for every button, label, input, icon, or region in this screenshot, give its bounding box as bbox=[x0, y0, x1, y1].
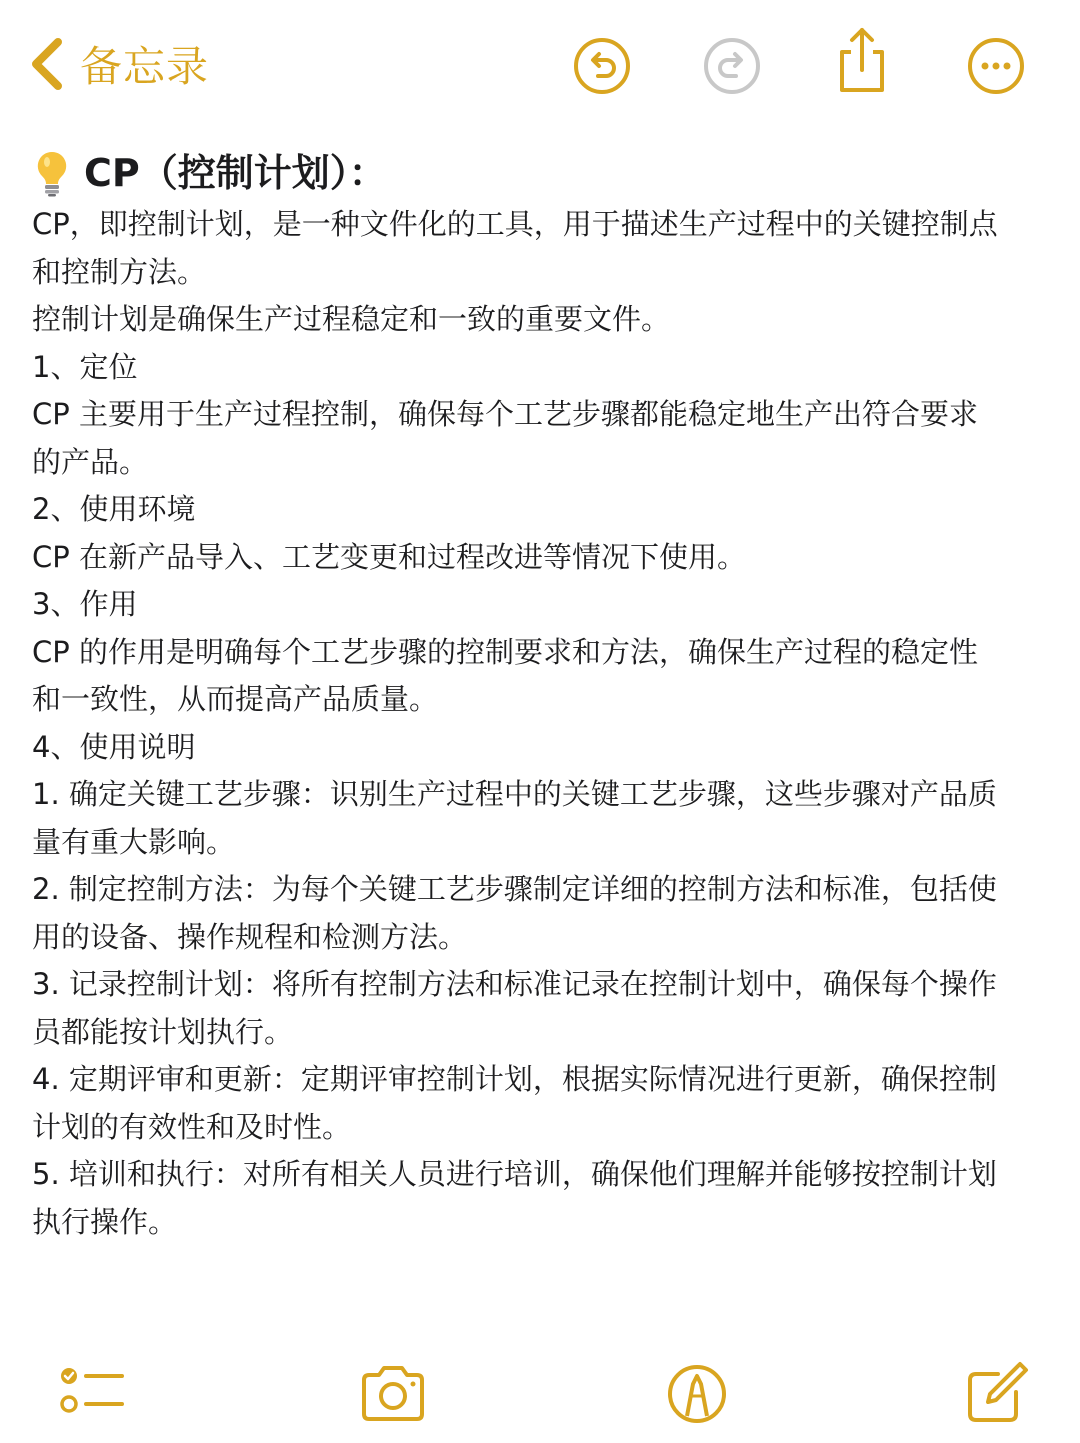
share-button[interactable] bbox=[832, 26, 892, 96]
list-item: 执行操作。 bbox=[32, 1204, 178, 1239]
list-item: 5. 培训和执行：对所有相关人员进行培训，确保他们理解并能够按控制计划 bbox=[32, 1157, 997, 1191]
compose-button[interactable] bbox=[962, 1358, 1032, 1428]
note-line: 控制计划是确保生产过程稳定和一致的重要文件。 bbox=[32, 302, 671, 336]
chevron-left-icon bbox=[28, 34, 68, 94]
share-icon bbox=[832, 26, 892, 96]
list-item: 2. 制定控制方法：为每个关键工艺步骤制定详细的控制方法和标准，包括使 bbox=[32, 872, 997, 906]
section-heading: 3、作用 bbox=[32, 587, 138, 621]
checklist-icon bbox=[56, 1358, 126, 1428]
camera-icon bbox=[358, 1358, 428, 1428]
camera-button[interactable] bbox=[358, 1358, 428, 1428]
section-heading: 4、使用说明 bbox=[32, 729, 196, 764]
note-line: 和一致性，从而提高产品质量。 bbox=[32, 682, 439, 716]
note-title: CP（控制计划）： bbox=[84, 151, 387, 195]
note-title-row bbox=[32, 145, 1062, 201]
list-item: 用的设备、操作规程和检测方法。 bbox=[32, 919, 468, 954]
lightbulb-icon bbox=[32, 149, 72, 197]
note-line: CP 在新产品导入、工艺变更和过程改进等情况下使用。 bbox=[32, 539, 746, 574]
checklist-button[interactable] bbox=[56, 1358, 126, 1428]
note-line: 和控制方法。 bbox=[32, 254, 207, 289]
more-icon bbox=[966, 36, 1026, 96]
markup-button[interactable] bbox=[662, 1358, 732, 1428]
list-item: 1. 确定关键工艺步骤：识别生产过程中的关键工艺步骤，这些步骤对产品质 bbox=[32, 777, 997, 811]
note-line: CP，即控制计划，是一种文件化的工具，用于描述生产过程中的关键控制点 bbox=[32, 207, 998, 241]
note-line: CP 主要用于生产过程控制，确保每个工艺步骤都能稳定地生产出符合要求 bbox=[32, 397, 978, 431]
back-label: 备忘录 bbox=[80, 42, 210, 91]
back-button[interactable] bbox=[28, 34, 209, 94]
more-button[interactable] bbox=[966, 36, 1026, 96]
note-line: CP 的作用是明确每个工艺步骤的控制要求和方法，确保生产过程的稳定性 bbox=[32, 634, 978, 669]
list-item: 员都能按计划执行。 bbox=[32, 1014, 294, 1049]
section-heading: 1、定位 bbox=[32, 349, 138, 384]
list-item: 计划的有效性和及时性。 bbox=[32, 1109, 352, 1144]
redo-icon bbox=[702, 36, 762, 96]
list-item: 4. 定期评审和更新：定期评审控制计划，根据实际情况进行更新，确保控制 bbox=[32, 1062, 997, 1096]
undo-button[interactable] bbox=[572, 36, 632, 96]
bottom-toolbar bbox=[0, 1350, 1080, 1430]
undo-icon bbox=[572, 36, 632, 96]
markup-icon bbox=[662, 1358, 732, 1428]
note-body[interactable] bbox=[32, 145, 1062, 1246]
redo-button[interactable] bbox=[702, 36, 762, 96]
compose-icon bbox=[962, 1358, 1032, 1428]
navigation-bar bbox=[0, 0, 1080, 130]
list-item: 3. 记录控制计划：将所有控制方法和标准记录在控制计划中，确保每个操作 bbox=[32, 967, 997, 1001]
note-line: 的产品。 bbox=[32, 444, 149, 479]
section-heading: 2、使用环境 bbox=[32, 492, 196, 526]
list-item: 量有重大影响。 bbox=[32, 824, 236, 859]
